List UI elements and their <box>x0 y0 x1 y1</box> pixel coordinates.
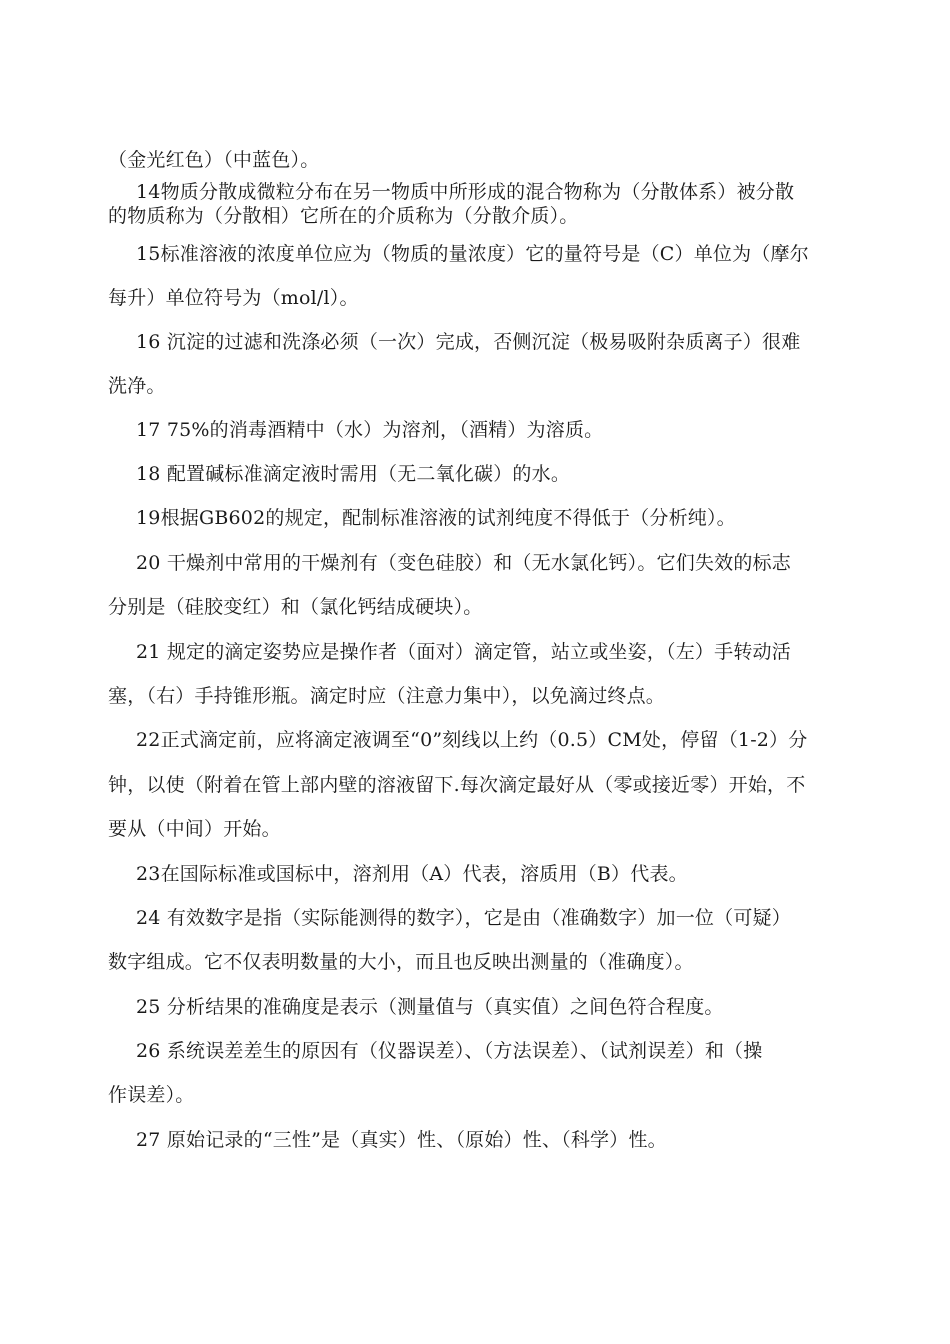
text-line: 17 75%的消毒酒精中（水）为溶剂，（酒精）为溶质。 <box>136 419 604 441</box>
text-line: 20 干燥剂中常用的干燥剂有（变色硅胶）和（无水氯化钙）。它们失效的标志 <box>136 552 791 574</box>
text-line: 24 有效数字是指（实际能测得的数字），它是由（准确数字）加一位（可疑） <box>136 907 791 929</box>
text-line: 16 沉淀的过滤和洗涤必须（一次）完成，否侧沉淀（极易吸附杂质离子）很难 <box>136 331 801 353</box>
text-line: 作误差）。 <box>108 1084 195 1106</box>
text-line: 23在国际标准或国标中，溶剂用（A）代表，溶质用（B）代表。 <box>136 863 688 885</box>
text-line: 18 配置碱标准滴定液时需用（无二氧化碳）的水。 <box>136 463 571 485</box>
text-line: 22正式滴定前，应将滴定液调至“0”刻线以上约（0.5）CM处，停留（1-2）分 <box>136 729 808 751</box>
text-line: 分别是（硅胶变红）和（氯化钙结成硬块）。 <box>108 596 483 618</box>
text-line: 25 分析结果的准确度是表示（测量值与（真实值）之间色符合程度。 <box>136 996 724 1018</box>
text-line: 的物质称为（分散相）它所在的介质称为（分散介质）。 <box>108 205 579 227</box>
text-line: 数字组成。它不仅表明数量的大小，而且也反映出测量的（准确度）。 <box>108 951 694 973</box>
text-line: 钟，以使（附着在管上部内壁的溶液留下.每次滴定最好从（零或接近零）开始，不 <box>108 774 806 796</box>
text-line: 洗净。 <box>108 375 166 397</box>
text-line: 15标准溶液的浓度单位应为（物质的量浓度）它的量符号是（C）单位为（摩尔 <box>136 243 809 265</box>
text-line: 19根据GB602的规定，配制标准溶液的试剂纯度不得低于（分析纯）。 <box>136 507 736 529</box>
text-line: 塞，（右）手持锥形瓶。滴定时应（注意力集中），以免滴过终点。 <box>108 685 666 707</box>
text-line: 14物质分散成微粒分布在另一物质中所形成的混合物称为（分散体系）被分散 <box>136 181 795 203</box>
text-line: （金光红色）（中蓝色）。 <box>108 149 320 171</box>
text-line: 每升）单位符号为（mol/l）。 <box>108 287 359 309</box>
text-line: 26 系统误差差生的原因有（仪器误差）、（方法误差）、（试剂误差）和（操 <box>136 1040 763 1062</box>
text-line: 要从（中间）开始。 <box>108 818 281 840</box>
text-line: 21 规定的滴定姿势应是操作者（面对）滴定管，站立或坐姿，（左）手转动活 <box>136 641 791 663</box>
text-line: 27 原始记录的“三性”是（真实）性、（原始）性、（科学）性。 <box>136 1129 667 1151</box>
